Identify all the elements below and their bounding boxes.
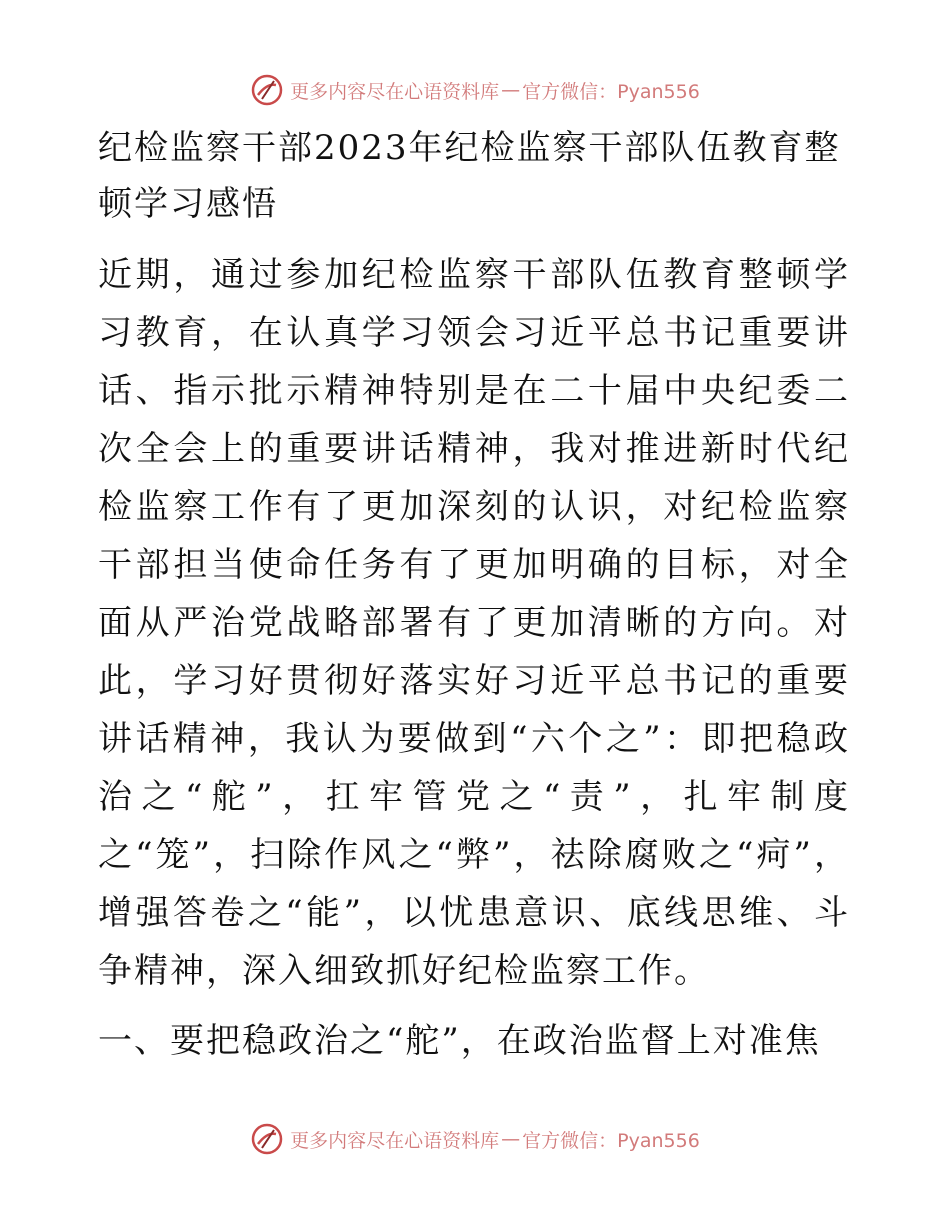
footer-watermark	[0, 1119, 950, 1159]
watermark-separator: —	[501, 1128, 521, 1150]
logo-icon	[250, 1122, 284, 1156]
watermark-contact: 官方微信：Pyan556	[522, 80, 700, 103]
watermark-separator: —	[501, 79, 521, 101]
document-title: 纪检监察干部2023年纪检监察干部队伍教育整顿学习感悟	[98, 128, 841, 224]
intro-paragraph: 近期，通过参加纪检监察干部队伍教育整顿学习教育，在认真学习领会习近平总书记重要讲话、指示批示精神特别是在二十届中央纪委二次全会上的重要讲话精神，我对推进新时代纪检监察工作有了更加深刻的认识，对纪检监察干部担当使命任务有了更加明确的目标，对全面从严治党战略部署有了更加清晰的方向。对此，学习好贯彻好落实好习近平总书记的重要讲话精神，我认为要做到“六个之”：即把稳政治之“舵”，扛牢管党之“责”，扎牢制度之“笼”，扫除作风之“弊”，祛除腐败之“疴”，增强答卷之“能”，以忧患意识、底线思维、斗争精神，深入细致抓好纪检监察工作。	[98, 255, 850, 991]
watermark-text: 更多内容尽在心语资料库	[290, 1129, 500, 1152]
watermark-contact: 官方微信：Pyan556	[522, 1129, 700, 1152]
section-heading-1: 一、要把稳政治之“舵”，在政治监督上对准焦	[98, 1021, 821, 1061]
logo-icon	[250, 73, 284, 107]
watermark-text: 更多内容尽在心语资料库	[290, 80, 500, 103]
document-body	[98, 120, 850, 1070]
header-watermark	[0, 70, 950, 110]
